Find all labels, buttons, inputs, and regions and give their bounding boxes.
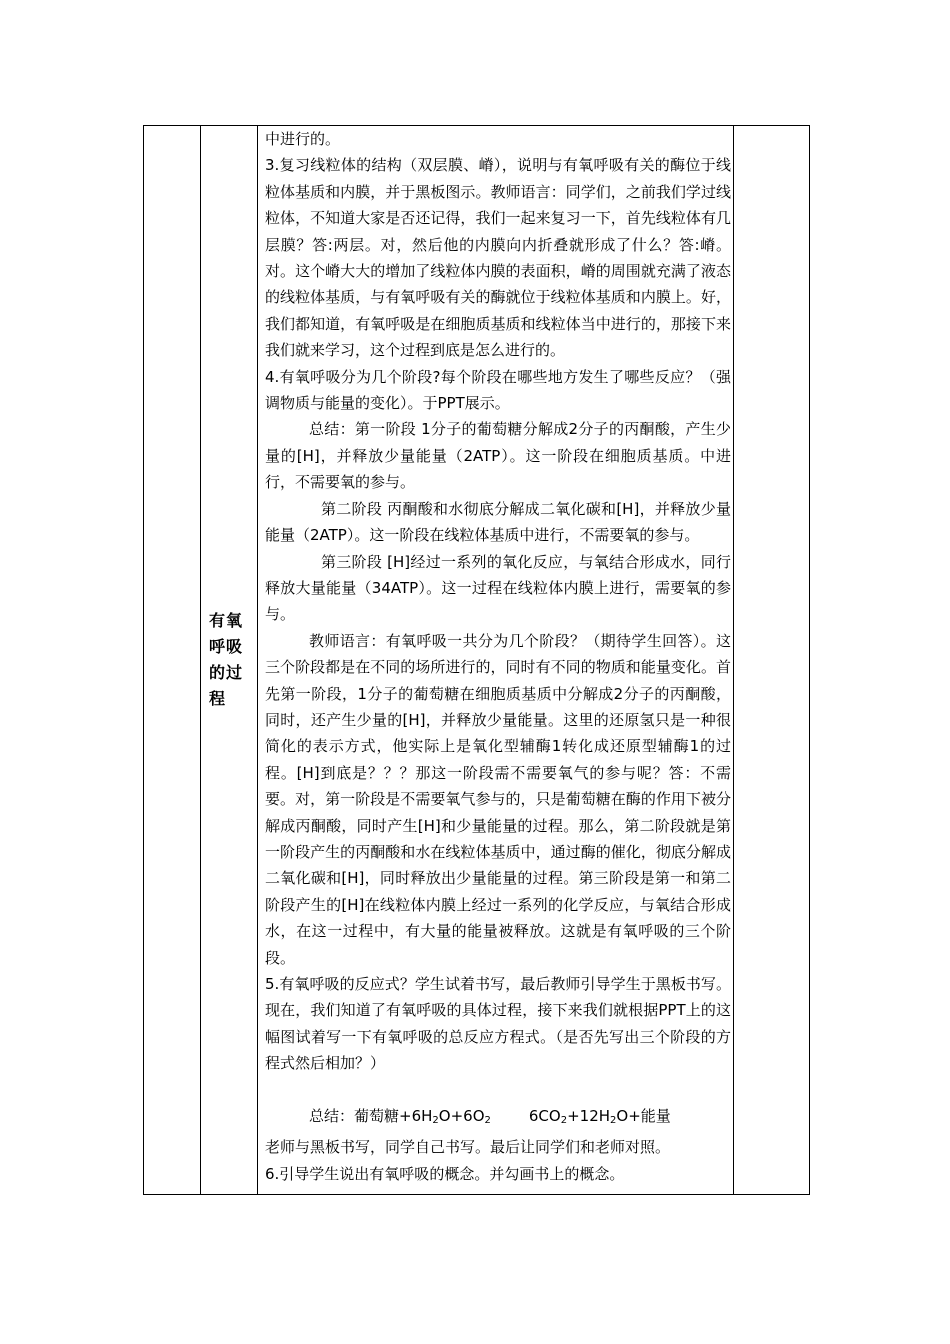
paragraph: 3.复习线粒体的结构（双层膜、嵴），说明与有氧呼吸有关的酶位于线粒体基质和内膜，并于黑板图示。教师语言：同学们，之前我们学过线粒体，不知道大家是否还记得，我们一起来复习一下，首先线粒体有几层膜？答:两层。对，然后他的内膜向内折叠就形成了什么？答:嵴。对。这个嵴大大的增加了线粒体内膜的表面积，嵴的周围就充满了液态的线粒体基质，与有氧呼吸有关的酶就位于线粒体基质和内膜上。好，我们都知道，有氧呼吸是在细胞质基质和线粒体当中进行的，那接下来我们就来学习，这个过程到底是怎么进行的。 (265, 156, 731, 360)
lesson-plan-table (143, 125, 810, 1195)
lesson-content (258, 126, 733, 1187)
paragraph: 老师与黑板书写，同学自己书写。最后让同学们和老师对照。 (265, 1138, 671, 1157)
paragraph: 5.有氧呼吸的反应式？学生试着书写，最后教师引导学生于黑板书写。现在，我们知道了有氧呼吸的具体过程，接下来我们就根据PPT上的这幅图试着写一下有氧呼吸的总反应方程式。（是否先写出三个阶段的方程式然后相加？） (265, 975, 731, 1073)
empty-cell-left (144, 126, 201, 1195)
paragraph: 教师语言：有氧呼吸一共分为几个阶段？（期待学生回答）。这三个阶段都是在不同的场所进行的，同时有不同的物质和能量变化。首先第一阶段，1分子的葡萄糖在细胞质基质中分解成2分子的丙酮酸，同时，还产生少量的[H]，并释放少量能量。这里的还原氢只是一种很简化的表示方式，他实际上是氧化型辅酶1转化成还原型辅酶1的过程。[H]到底是？？？那这一阶段需不需要氧气的参与呢？答：不需要。对，第一阶段是不需要氧气参与的，只是葡萄糖在酶的作用下被分解成丙酮酸，同时产生[H]和少量能量的过程。那么，第二阶段就是第一阶段产生的丙酮酸和水在线粒体基质中，通过酶的催化，彻底分解成二氧化碳和[H]，同时释放出少量能量的过程。第三阶段是第一和第二阶段产生的[H]在线粒体内膜上经过一系列的化学反应，与氧结合形成水，在这一过程中，有大量的能量被释放。这就是有氧呼吸的三个阶段。 (265, 631, 731, 967)
paragraph: 第三阶段 [H]经过一系列的氧化反应，与氧结合形成水，同行释放大量能量（34ATP）。这一过程在线粒体内膜上进行，需要氧的参与。 (265, 552, 731, 624)
equation-prefix: 总结：葡萄糖+6H (309, 1107, 433, 1126)
paragraph: 总结：第一阶段 1分子的葡萄糖分解成2分子的丙酮酸，产生少量的[H]，并释放少量能量（2ATP）。这一阶段在细胞质基质。中进行，不需要氧的参与。 (265, 420, 731, 492)
blank-line (265, 1077, 731, 1103)
paragraph: 6.引导学生说出有氧呼吸的概念。并勾画书上的概念。 (265, 1164, 625, 1183)
table-row (144, 126, 810, 1195)
equation-subscript: 2 (560, 1115, 568, 1127)
paragraph: 第二阶段 丙酮酸和水彻底分解成二氧化碳和[H]，并释放少量能量（2ATP）。这一阶段在线粒体基质中进行，不需要氧的参与。 (265, 499, 731, 545)
equation-subscript: 2 (610, 1115, 617, 1127)
equation-subscript: 2 (432, 1115, 439, 1127)
section-label: 有氧呼吸的过程 (209, 611, 244, 708)
empty-cell-right (734, 126, 810, 1195)
content-cell (258, 126, 734, 1195)
equation-part: O+6O (438, 1107, 485, 1126)
paragraph: 中进行的。 (265, 130, 341, 148)
paragraph: 4.有氧呼吸分为几个阶段?每个阶段在哪些地方发生了哪些反应？（强调物质与能量的变化）。于PPT展示。 (265, 367, 731, 413)
equation-subscript: 2 (484, 1115, 491, 1127)
equation-part: +12H (567, 1107, 611, 1126)
equation-part: 6CO (528, 1107, 561, 1126)
section-label-cell (201, 126, 258, 1195)
equation-line (265, 1103, 731, 1134)
equation-suffix: O+能量 (616, 1107, 671, 1126)
